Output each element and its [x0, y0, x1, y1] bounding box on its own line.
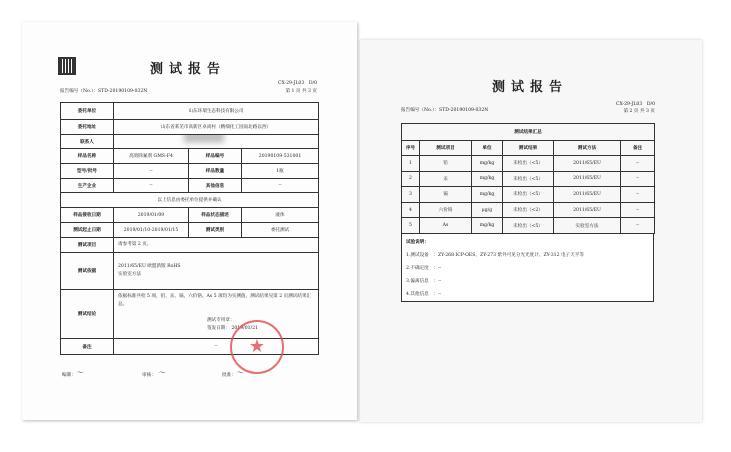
report-page-1 — [22, 22, 357, 420]
table-cell: 镉 — [420, 187, 472, 203]
state-value: 液体 — [242, 208, 319, 223]
table-cell: mg/kg — [472, 156, 503, 172]
maker-value: -- — [114, 179, 189, 193]
report-page-2 — [360, 40, 702, 422]
label: 测试依据 — [61, 253, 114, 290]
label: 样品接收日期 — [61, 208, 114, 223]
approved-signature: 〜 — [236, 369, 243, 377]
sample-no-value: 20190109-531001 — [242, 149, 319, 164]
column-header: 测试项目 — [420, 141, 472, 156]
reviewed-label: 审核： — [142, 373, 156, 378]
note-line: 1.测试设备 ：ZY-268 ICP-OES、ZY-273 紫外可见分光光度计、ZY-312 电子天平等 — [406, 253, 584, 258]
label: 测试结论 — [61, 290, 114, 339]
label: 测试项目 — [61, 238, 114, 253]
table-cell: mg/kg — [472, 218, 503, 234]
qr-code — [58, 57, 76, 75]
label: 样品数量 — [189, 164, 242, 179]
page-number: 第 1 页 共 3 页 — [285, 89, 317, 94]
recv-date: 2019/01/09 — [114, 208, 189, 223]
table-cell: 3 — [402, 187, 420, 203]
table-cell: 汞 — [420, 171, 472, 187]
page-title: 测试报告 — [150, 62, 227, 77]
items-value: 请参考第 2 页。 — [114, 238, 319, 253]
confirm-note: 以上信息由委托单位提供并确认 — [61, 193, 319, 208]
label: 型号/批号 — [61, 164, 114, 179]
label: 样品名称 — [61, 149, 114, 164]
table-row — [402, 171, 655, 187]
page-number: 第 2 页 共 3 页 — [623, 109, 655, 114]
table-cell: 2011/65/EU — [554, 202, 621, 218]
table-row — [402, 218, 655, 234]
official-stamp: ★ — [230, 320, 284, 374]
type-value: 委托测试 — [242, 223, 319, 238]
table-cell: mg/kg — [472, 187, 503, 203]
qty-value: 1瓶 — [242, 164, 319, 179]
table-cell: 未检出（<5） — [503, 218, 554, 234]
label: 委托单位 — [61, 103, 114, 120]
model-value: -- — [114, 164, 189, 179]
table-cell: -- — [621, 218, 655, 234]
prepared-label: 编制： — [62, 373, 76, 378]
table-cell: 六价铬 — [420, 202, 472, 218]
approved-label: 批准： — [222, 373, 236, 378]
table-cell: mg/kg — [472, 171, 503, 187]
sample-name-value: 高效除氟剂 GMS-F4 — [114, 149, 189, 164]
note-line: 2.不确定度 ：-- — [406, 266, 442, 271]
seal-label: 测试专用章： — [207, 318, 235, 323]
table-title: 测试结果汇总 — [402, 124, 655, 141]
table-cell: As — [420, 218, 472, 234]
page-title: 测试报告 — [492, 80, 569, 95]
table-cell: -- — [621, 171, 655, 187]
other-value: -- — [242, 179, 319, 193]
conclusion-value — [114, 290, 319, 339]
table-cell: 铅 — [420, 156, 472, 172]
label: 样品状态描述 — [189, 208, 242, 223]
issue-label: 签发日期： — [207, 326, 230, 331]
client-value: 山东环瑞生态科技有限公司 — [114, 103, 319, 120]
table-cell: 5 — [402, 218, 420, 234]
note-line: 3.偏离信息 ：-- — [406, 279, 442, 284]
issue-date: 2019/01/21 — [231, 326, 258, 331]
report-number: 报告编号（No.）：STD-20190109-032N — [401, 108, 489, 113]
form-code: CX-29-JL03 D/0 — [615, 102, 655, 107]
table-cell: 未检出（<2） — [503, 202, 554, 218]
table-cell: 实验室方法 — [554, 218, 621, 234]
column-header: 单位 — [472, 141, 503, 156]
label: 其他信息 — [189, 179, 242, 193]
table-cell: 2011/65/EU — [554, 156, 621, 172]
column-header: 序号 — [402, 141, 420, 156]
table-cell: 4 — [402, 202, 420, 218]
report-number: 报告编号（No.）：STD-20190109-032N — [60, 89, 148, 94]
contact-value — [114, 135, 319, 149]
label: 委托地址 — [61, 120, 114, 135]
table-cell: 2011/65/EU — [554, 171, 621, 187]
report-info-table — [60, 102, 319, 355]
label: 测试起止日期 — [61, 223, 114, 238]
table-cell: μg/g — [472, 202, 503, 218]
basis-value — [114, 253, 319, 290]
column-header: 测试方法 — [554, 141, 621, 156]
label: 备注 — [61, 339, 114, 355]
form-code: CX-29-JL03 D/0 — [277, 81, 317, 86]
column-header: 测试结果 — [503, 141, 554, 156]
table-row — [402, 156, 655, 172]
table-cell: -- — [621, 156, 655, 172]
basis-line: 2011/65/EU 欧盟新版 RoHS — [118, 264, 181, 269]
table-cell: 2 — [402, 171, 420, 187]
note-line: 4.其他信息 ：-- — [406, 292, 442, 297]
period-value: 2019/01/10-2019/01/15 — [114, 223, 189, 238]
address-value: 山东省莱芜市高新区卓尚村（精细化工园南北路以西） — [114, 120, 319, 135]
column-header: 备注 — [621, 141, 655, 156]
label: 生产企业 — [61, 179, 114, 193]
table-cell: -- — [621, 202, 655, 218]
results-table — [401, 123, 655, 234]
redacted-blur — [184, 135, 224, 144]
table-cell: 未检出（<5） — [503, 187, 554, 203]
prepared-signature: 〜 — [76, 369, 83, 377]
label: 联系人 — [61, 135, 114, 149]
basis-line: 实验室方法 — [118, 272, 141, 277]
label: 测试类别 — [189, 223, 242, 238]
notes-title: 试验说明： — [406, 240, 429, 245]
table-row — [402, 187, 655, 203]
remarks-value: -- — [114, 339, 319, 355]
conclusion-text: 依据标准共检 5 项，铅、汞、镉、六价铬、As 5 项均为实测值，测试结果见第 2 页测试结果汇总。 — [118, 294, 312, 307]
table-row — [402, 202, 655, 218]
table-cell: 未检出（<5） — [503, 156, 554, 172]
reviewed-signature: 〜 — [158, 369, 165, 377]
test-notes — [401, 234, 654, 302]
table-cell: 1 — [402, 156, 420, 172]
table-cell: 未检出（<5） — [503, 171, 554, 187]
label: 样品编号 — [189, 149, 242, 164]
table-cell: -- — [621, 187, 655, 203]
table-cell: 2011/65/EU — [554, 187, 621, 203]
